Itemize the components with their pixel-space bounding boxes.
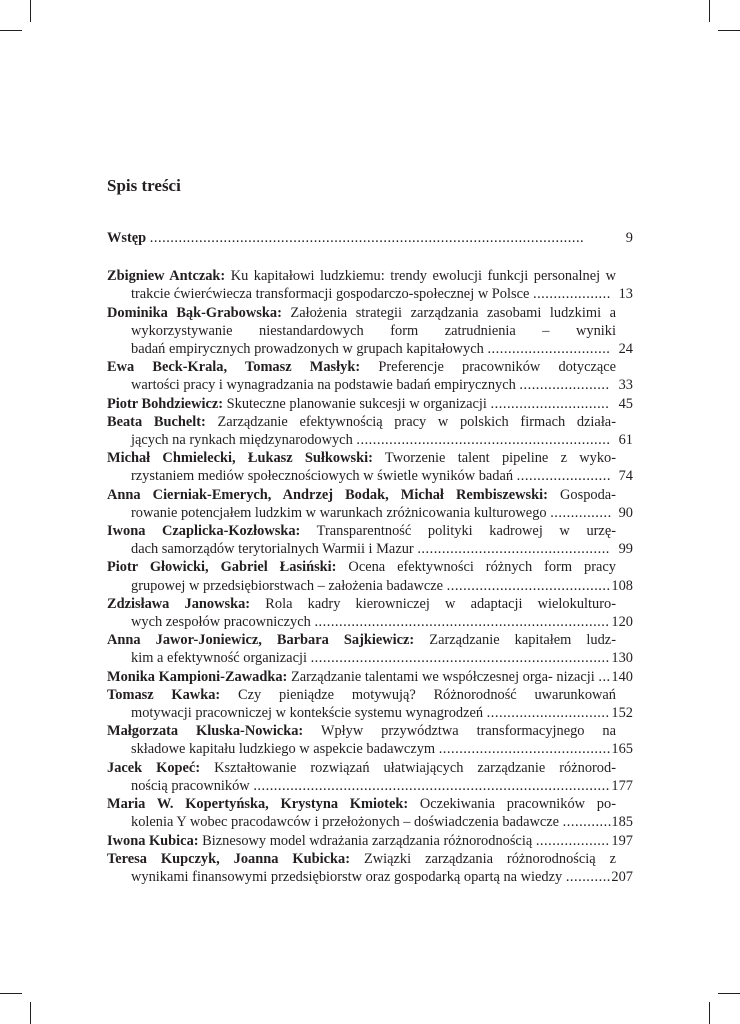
leader-dots: .......................................................................................: [253, 777, 610, 794]
leader-dots: ..........................................................................................................: [149, 230, 585, 246]
toc-entry-authors: Jacek Kopeć:: [107, 759, 201, 776]
toc-entry-title-end: jących na rynkach międzynarodowych: [131, 432, 353, 449]
toc-entry[interactable]: [107, 304, 633, 359]
toc-entry-authors: Anna Jawor-Joniewicz, Barbara Sajkiewicz:: [107, 632, 415, 649]
toc-entry[interactable]: [107, 267, 633, 303]
toc-page-number: 165: [611, 741, 633, 758]
toc-entry[interactable]: [107, 668, 633, 686]
crop-mark-bottom-left: [30, 1002, 31, 1024]
toc-entry[interactable]: [107, 522, 633, 558]
toc-entry-title-end: składowe kapitału ludzkiego w aspekcie badawczym: [131, 741, 436, 758]
toc-entry[interactable]: [107, 558, 633, 594]
toc-entry[interactable]: [107, 358, 633, 394]
toc-entry[interactable]: [107, 413, 633, 449]
leader-dots: ........................................: [446, 577, 611, 594]
toc-entry-title: Kształtowanie rozwiązań ułatwiających zarządzanie różnorod-: [214, 759, 616, 776]
toc-entry-authors: Ewa Beck-Krala, Tomasz Masłyk:: [107, 359, 361, 376]
toc-entry-title-end: kim a efektywność organizacji: [131, 650, 307, 667]
toc-entry-title-end: Biznesowy model wdrażania zarządzania różnorodnością: [202, 832, 533, 849]
crop-mark-top-right: [718, 30, 740, 31]
toc-page-number: 90: [618, 504, 633, 521]
crop-mark-bottom-right: [709, 1002, 710, 1024]
toc-intro-label: Wstęp: [107, 230, 147, 246]
leader-dots: .............................: [490, 395, 610, 412]
toc-entry-authors: Zbigniew Antczak:: [107, 268, 226, 285]
toc-page-number: 45: [618, 395, 633, 412]
toc-page-number: 185: [611, 814, 633, 831]
toc-entry[interactable]: [107, 722, 633, 758]
leader-dots: ...............................................: [417, 541, 610, 558]
toc-page-number: 130: [611, 650, 633, 667]
toc-entry[interactable]: [107, 449, 633, 485]
crop-mark-top-right: [709, 0, 710, 22]
toc-entry-intro[interactable]: [107, 229, 633, 247]
toc-entry-title-end: w Polsce: [477, 286, 530, 303]
toc-page-number: 24: [618, 341, 633, 358]
toc-entry-authors: Dominika Bąk-Grabowska:: [107, 304, 282, 321]
toc-entry-title-end: wynikami finansowymi przedsiębiorstw oraz gospodarką opartą na wiedzy: [131, 868, 563, 885]
toc-page-number: 74: [618, 468, 633, 485]
leader-dots: ........................................................................: [314, 614, 610, 631]
toc-entry-title: Gospoda-: [560, 486, 616, 503]
leader-dots: ...........: [565, 868, 611, 885]
toc-entry-title: Tworzenie talent pipeline z wyko-: [384, 450, 616, 467]
toc-entry-title: Ocena efektywności różnych form pracy: [348, 559, 616, 576]
toc-entry-title: Zarządzanie kapitałem ludz-: [429, 632, 616, 649]
toc-entry-title: Rola kadry kierowniczej w adaptacji wielokulturo-: [265, 595, 616, 612]
leader-dots: ..............................................................: [356, 432, 611, 449]
toc-page-number: 120: [611, 614, 633, 631]
toc-entry-authors: Michał Chmielecki, Łukasz Sułkowski:: [107, 450, 373, 467]
toc-page-number: 207: [611, 868, 633, 885]
page-title: Spis treści: [107, 176, 181, 195]
toc-entry-authors: Anna Cierniak-Emerych, Andrzej Bodak, Michał Rembiszewski:: [107, 486, 548, 503]
toc-page-number: 197: [611, 832, 633, 849]
toc-entry-title-end: nizacji: [556, 668, 595, 685]
leader-dots: .......................: [516, 468, 611, 485]
toc-entry-title: Oczekiwania pracowników po-: [419, 796, 616, 813]
toc-entry[interactable]: [107, 686, 633, 722]
toc-entry-authors: Tomasz Kawka:: [107, 686, 221, 703]
leader-dots: ..............................: [486, 705, 610, 722]
leader-dots: ...: [598, 668, 611, 685]
crop-mark-top-left: [0, 30, 22, 31]
toc-entry-authors: Maria W. Kopertyńska, Krystyna Kmiotek:: [107, 796, 409, 813]
leader-dots: .........................................................................: [310, 650, 610, 667]
toc-entry-authors: Piotr Głowicki, Gabriel Łasiński:: [107, 559, 337, 576]
toc-page-number: 33: [618, 377, 633, 394]
toc-entry-title: Wpływ przywództwa transformacyjnego na: [320, 723, 616, 740]
crop-mark-bottom-left: [0, 993, 22, 994]
toc-entry-authors: Iwona Kubica:: [107, 832, 199, 849]
toc-entry[interactable]: [107, 850, 633, 886]
toc-entry-authors: Monika Kampioni-Zawadka:: [107, 668, 288, 685]
toc-entry[interactable]: [107, 595, 633, 631]
leader-dots: ..........................................: [438, 741, 611, 758]
toc-entry-title-end: motywacji pracowniczej w kontekście systemu wynagrodzeń: [131, 705, 484, 722]
leader-dots: ..................: [535, 832, 610, 849]
toc-page-number: 9: [625, 230, 633, 246]
toc-page-number: 61: [618, 432, 633, 449]
table-of-contents: [107, 229, 633, 886]
toc-entry-authors: Iwona Czaplicka-Kozłowska:: [107, 523, 301, 540]
toc-entry-title-end: nością pracowników: [131, 777, 250, 794]
toc-page-number: 108: [611, 577, 633, 594]
toc-entry-title-end: wych zespołów pracowniczych: [131, 614, 311, 631]
toc-page-number: 177: [611, 777, 633, 794]
toc-entry[interactable]: [107, 486, 633, 522]
toc-page-number: 13: [618, 286, 633, 303]
toc-page-number: 99: [618, 541, 633, 558]
toc-entry-title-end: wartości pracy i wynagradzania na podstawie badań empirycznych: [131, 377, 516, 394]
leader-dots: ...................: [532, 286, 611, 303]
toc-entry[interactable]: [107, 832, 633, 850]
toc-entry[interactable]: [107, 795, 633, 831]
toc-entry[interactable]: [107, 759, 633, 795]
toc-entry-title-end: rzystaniem mediów społecznościowych w świetle wyników badań: [131, 468, 514, 485]
crop-mark-bottom-right: [718, 993, 740, 994]
toc-entry-title: Założenia strategii zarządzania zasobami ludzkimi a wykorzystywanie niestandardowych form zatrudnienia – wyniki: [131, 304, 616, 339]
toc-entry-authors: Teresa Kupczyk, Joanna Kubicka:: [107, 850, 350, 867]
toc-entry-authors: Beata Buchelt:: [107, 413, 206, 430]
toc-entry[interactable]: [107, 631, 633, 667]
toc-entry-title-end: kolenia Y wobec pracodawców i przełożonych – doświadczenia badawcze: [131, 814, 560, 831]
toc-entry-title: Zarządzanie talentami we współczesnej orga-: [290, 668, 553, 685]
toc-entry-authors: Piotr Bohdziewicz:: [107, 395, 224, 412]
leader-dots: ...............: [550, 504, 612, 521]
leader-dots: ......................: [519, 377, 610, 394]
toc-entry-title: Ku kapitałowi ludzkiemu: trendy ewolucji funkcji personalnej w trakcie ćwierćwiecza transformacji gospodarczo-społecznej: [131, 268, 616, 303]
toc-entry-title-end: Skuteczne planowanie sukcesji w organizacji: [226, 395, 487, 412]
leader-dots: ............: [562, 814, 612, 831]
toc-entry-title: Zarządzanie efektywnością pracy w polskich firmach działa-: [217, 413, 616, 430]
toc-entry-title-end: grupowej w przedsiębiorstwach – założenia badawcze: [131, 577, 444, 594]
toc-page-number: 152: [611, 705, 633, 722]
toc-entry-authors: Zdzisława Janowska:: [107, 595, 251, 612]
crop-mark-top-left: [30, 0, 31, 22]
toc-entry-authors: Małgorzata Kluska-Nowicka:: [107, 723, 304, 740]
toc-entry-title: Związki zarządzania różnorodnością z: [363, 850, 616, 867]
toc-entry-title-end: dach samorządów terytorialnych Warmii i Mazur: [131, 541, 414, 558]
toc-entry-title: Preferencje pracowników dotyczące: [378, 359, 616, 376]
leader-dots: ..............................: [487, 341, 611, 358]
toc-page-number: 140: [611, 668, 633, 685]
toc-entry-title: Transparentność polityki kadrowej w urzę-: [316, 523, 616, 540]
toc-entry[interactable]: [107, 395, 633, 413]
toc-entry-title: Czy pieniądze motywują? Różnorodność uwarunkowań: [237, 686, 616, 703]
toc-entry-title-end: badań empirycznych prowadzonych w grupach kapitałowych: [131, 341, 484, 358]
toc-entry-title-end: rowanie potencjałem ludzkim w warunkach zróżnicowania kulturowego: [131, 504, 547, 521]
